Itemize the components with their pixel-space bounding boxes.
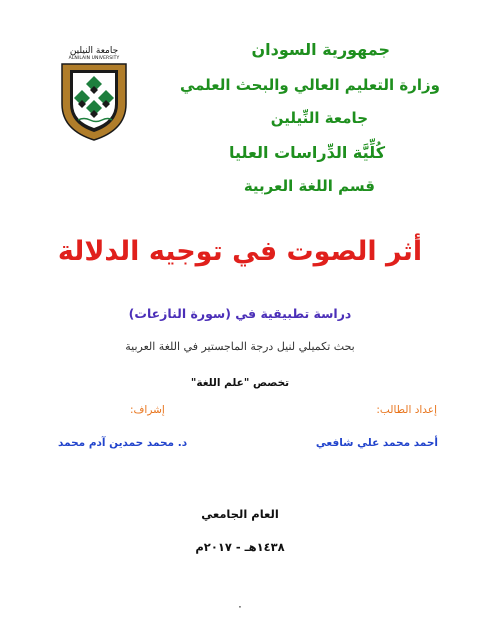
logo-caption <box>58 46 130 62</box>
degree-note: بحث تكميلي لنيل درجة الماجستير في اللغة العربية <box>125 340 355 353</box>
specialization: تخصص "علم اللغة" <box>190 377 290 389</box>
supervisor-label: إشراف: <box>130 404 165 416</box>
header-department: قسم اللغة العربية <box>243 177 375 195</box>
header-college: كُلِّيَّة الدِّراسات العليا <box>228 143 385 162</box>
page-number: ٠ <box>237 600 243 613</box>
supervisor-name: د. محمد حمدين آدم محمد <box>58 437 188 449</box>
academic-year-value: ١٤٣٨هـ - ٢٠١٧م <box>195 540 285 554</box>
academic-year-label: العام الجامعي <box>201 507 279 521</box>
thesis-title: أثر الصوت في توجيه الدلالة <box>57 236 423 267</box>
header-ministry: وزارة التعليم العالي والبحث العلمي <box>179 76 440 94</box>
student-label: إعداد الطالب: <box>376 404 437 416</box>
logo-arabic-name: جامعة النيلين <box>69 46 119 56</box>
header-university: جامعة النِّيلين <box>270 109 368 127</box>
header-country: جمهورية السودان <box>251 40 390 59</box>
student-name: أحمد محمد علي شافعي <box>315 437 438 449</box>
thesis-subtitle: دراسة تطبيقية في (سورة النازعات) <box>128 306 352 321</box>
logo-english-name: ALNILAIN UNIVERSITY <box>68 56 120 61</box>
